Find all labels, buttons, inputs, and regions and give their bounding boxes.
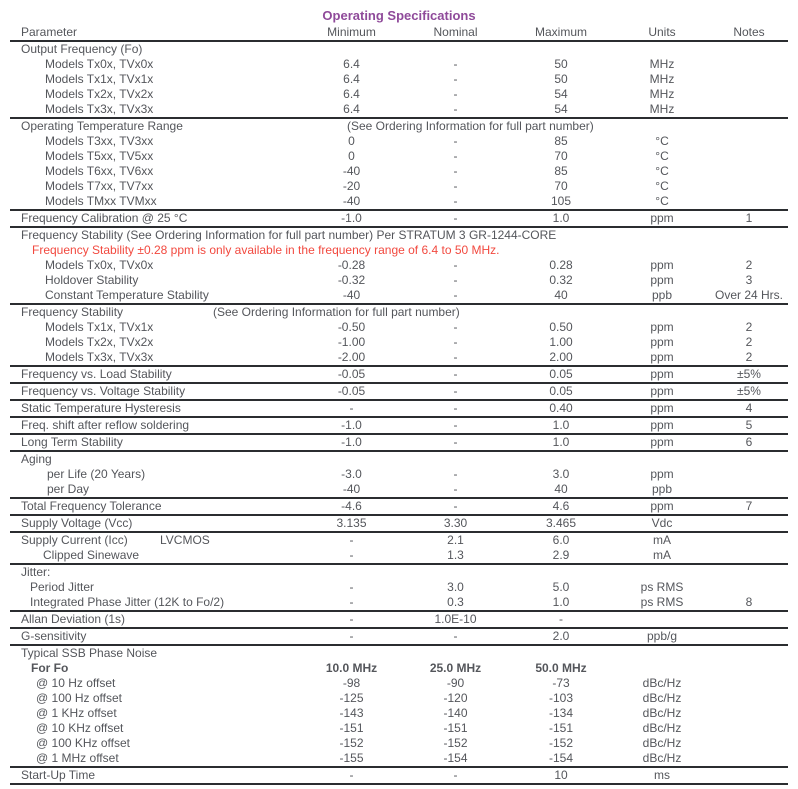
cell-max: 85 (554, 164, 568, 178)
cell-units: ppb (651, 482, 673, 496)
cell-max: 1.0 (552, 418, 570, 432)
cell-max: 1.0 (552, 435, 570, 449)
spec-row (10, 288, 788, 303)
cell-notes: 2 (745, 335, 753, 349)
cell-units: °C (655, 149, 669, 163)
spec-row (10, 179, 788, 194)
spec-row (10, 42, 788, 57)
cell-nominal: - (453, 211, 458, 225)
cell-units: ppm (650, 320, 674, 334)
cell-max: 2.9 (552, 548, 570, 562)
cell-min: - (349, 401, 354, 415)
cell-nominal: -154 (443, 751, 468, 765)
row-label: Models Tx0x, TVx0x (45, 57, 154, 71)
cell-notes: 1 (745, 211, 753, 225)
cell-nominal: - (453, 467, 458, 481)
cell-units: dBc/Hz (642, 691, 682, 705)
cell-min: -2.00 (337, 350, 366, 364)
cell-min: 3.135 (336, 516, 367, 530)
cell-min: -1.0 (341, 418, 362, 432)
cell-units: ps RMS (640, 595, 684, 609)
table-section (10, 305, 788, 367)
table-section (10, 211, 788, 228)
cell-nominal: - (453, 273, 458, 287)
cell-max: 70 (554, 179, 568, 193)
spec-row (10, 273, 788, 288)
spec-row (10, 367, 788, 382)
row-label: G-sensitivity (21, 629, 87, 643)
cell-notes: 2 (745, 320, 753, 334)
row-label: @ 100 Hz offset (36, 691, 123, 705)
spec-row (10, 134, 788, 149)
cell-nominal: - (453, 629, 458, 643)
cell-nominal: 0.3 (447, 595, 464, 609)
cell-min: -98 (342, 676, 361, 690)
row-label: @ 100 KHz offset (36, 736, 131, 750)
spec-row (10, 768, 788, 783)
table-section (10, 646, 788, 768)
cell-max: -103 (548, 691, 574, 705)
spec-row (10, 320, 788, 335)
cell-nominal: -151 (443, 721, 468, 735)
spec-row (10, 661, 788, 676)
cell-nominal: - (453, 401, 458, 415)
cell-min: 6.4 (343, 72, 360, 86)
cell-units: dBc/Hz (642, 676, 682, 690)
spec-row (10, 102, 788, 117)
cell-notes: ±5% (737, 367, 761, 381)
row-label: Frequency Stability (See Ordering Information for full part number) Per STRATUM 3 GR-1244-CORE (21, 228, 557, 242)
row-label: Constant Temperature Stability (45, 288, 209, 302)
cell-max: 40 (554, 482, 568, 496)
cell-min: -151 (339, 721, 364, 735)
column-header-notes: Notes (733, 25, 765, 39)
cell-min: -1.0 (341, 211, 362, 225)
cell-nominal: 3.0 (447, 580, 464, 594)
table-section (10, 384, 788, 401)
row-label: Total Frequency Tolerance (21, 499, 162, 513)
table-section (10, 516, 788, 533)
row-label: Models T3xx, TV3xx (45, 134, 154, 148)
spec-row (10, 548, 788, 563)
cell-min: -4.6 (341, 499, 362, 513)
spec-row (10, 751, 788, 766)
cell-units: ppm (650, 367, 674, 381)
cell-min: - (349, 629, 354, 643)
cell-nominal: - (453, 384, 458, 398)
operating-specifications-table (10, 24, 788, 785)
cell-min: 6.4 (343, 57, 360, 71)
row-label: Models Tx0x, TVx0x (45, 258, 154, 272)
row-label: per Life (20 Years) (47, 467, 146, 481)
cell-min: - (349, 595, 354, 609)
cell-max: 1.0 (552, 595, 570, 609)
table-section (10, 565, 788, 612)
cell-units: ppm (650, 384, 674, 398)
cell-min: - (349, 612, 354, 626)
cell-min: -3.0 (341, 467, 362, 481)
table-section (10, 42, 788, 119)
table-section (10, 768, 788, 785)
cell-min: -1.00 (337, 335, 366, 349)
cell-min: - (349, 580, 354, 594)
cell-nominal: - (453, 350, 458, 364)
row-label: Frequency Calibration @ 25 °C (21, 211, 188, 225)
cell-units: °C (655, 164, 669, 178)
cell-min: -155 (339, 751, 364, 765)
row-label: Freq. shift after reflow soldering (21, 418, 190, 432)
row-label: Models Tx3x, TVx3x (45, 350, 154, 364)
row-label: per Day (47, 482, 90, 496)
cell-nominal: - (453, 194, 458, 208)
cell-max: 0.40 (549, 401, 573, 415)
cell-min: -143 (339, 706, 364, 720)
cell-notes: 5 (745, 418, 753, 432)
cell-max: -73 (552, 676, 570, 690)
spec-row (10, 629, 788, 644)
cell-notes: 2 (745, 258, 753, 272)
column-header-minimum: Minimum (327, 25, 376, 39)
cell-max: 1.0 (552, 211, 570, 225)
row-label: Models TMxx TVMxx (45, 194, 157, 208)
cell-nominal: - (453, 320, 458, 334)
cell-notes: 2 (745, 350, 753, 364)
cell-max: 50.0 MHz (535, 661, 587, 675)
spec-row (10, 211, 788, 226)
row-label: Static Temperature Hysteresis (21, 401, 181, 415)
cell-units: ppm (650, 350, 674, 364)
table-section (10, 499, 788, 516)
cell-nominal: - (453, 288, 458, 302)
cell-nominal: 3.30 (443, 516, 468, 530)
row-label: Models T5xx, TV5xx (45, 149, 154, 163)
row-label: Holdover Stability (45, 273, 139, 287)
table-section (10, 228, 788, 305)
cell-nominal: - (453, 335, 458, 349)
spec-row (10, 335, 788, 350)
row-label: Supply Current (Icc) (21, 533, 128, 547)
table-body (10, 42, 788, 785)
row-label: Models Tx3x, TVx3x (45, 102, 154, 116)
spec-row (10, 533, 788, 548)
cell-min: 0 (348, 134, 355, 148)
row-label: Frequency Stability (21, 305, 124, 319)
spec-row (10, 595, 788, 610)
row-label: Models Tx2x, TVx2x (45, 335, 154, 349)
cell-nominal: - (453, 134, 458, 148)
cell-units: mA (653, 533, 671, 547)
cell-max: 40 (554, 288, 568, 302)
cell-units: dBc/Hz (642, 721, 682, 735)
spec-row (10, 384, 788, 399)
cell-units: ppm (650, 499, 674, 513)
cell-units: ppm (650, 211, 674, 225)
cell-units: MHz (649, 87, 675, 101)
warning-note-row (10, 243, 788, 258)
spec-row (10, 350, 788, 365)
cell-notes: 8 (745, 595, 753, 609)
table-section (10, 629, 788, 646)
cell-max: 50 (554, 57, 568, 71)
cell-notes: 7 (745, 499, 753, 513)
cell-nominal: 1.3 (447, 548, 464, 562)
cell-units: dBc/Hz (642, 706, 682, 720)
cell-nominal: - (453, 367, 458, 381)
cell-max: -154 (548, 751, 574, 765)
table-section (10, 401, 788, 418)
spec-row (10, 194, 788, 209)
spec-row (10, 482, 788, 497)
spec-row (10, 452, 788, 467)
column-header-row (10, 24, 788, 42)
row-label: Clipped Sinewave (43, 548, 140, 562)
cell-min: -0.50 (337, 320, 366, 334)
cell-units: ppb/g (646, 629, 678, 643)
cell-units: ppm (650, 418, 674, 432)
cell-min: -20 (342, 179, 361, 193)
row-label: For Fo (31, 661, 69, 675)
table-section (10, 533, 788, 565)
cell-min: 6.4 (343, 102, 360, 116)
cell-max: 105 (550, 194, 572, 208)
cell-units: ppm (650, 258, 674, 272)
table-section (10, 435, 788, 452)
spec-row (10, 87, 788, 102)
spec-row (10, 435, 788, 450)
cell-min: -40 (342, 482, 361, 496)
row-label: Frequency vs. Load Stability (21, 367, 172, 381)
cell-min: -1.0 (341, 435, 362, 449)
cell-min: -0.05 (337, 384, 366, 398)
cell-min: 6.4 (343, 87, 360, 101)
cell-units: ppm (650, 335, 674, 349)
cell-notes: ±5% (737, 384, 761, 398)
cell-units: dBc/Hz (642, 751, 682, 765)
cell-max: -134 (548, 706, 574, 720)
cell-units: mA (653, 548, 671, 562)
cell-min: -40 (342, 194, 361, 208)
spec-row (10, 467, 788, 482)
cell-max: 0.05 (549, 367, 573, 381)
cell-nominal: - (453, 179, 458, 193)
row-label: Typical SSB Phase Noise (21, 646, 158, 660)
spec-row (10, 149, 788, 164)
row-label: Integrated Phase Jitter (12K to Fo/2) (30, 595, 225, 609)
table-section (10, 612, 788, 629)
cell-max: 0.50 (549, 320, 573, 334)
cell-units: ppm (650, 467, 674, 481)
cell-nominal: -152 (443, 736, 468, 750)
cell-nominal: -120 (443, 691, 468, 705)
cell-notes: 6 (745, 435, 753, 449)
spec-row (10, 612, 788, 627)
cell-units: ppb (651, 288, 673, 302)
cell-units: ms (654, 768, 670, 782)
column-header-maximum: Maximum (534, 25, 587, 39)
row-label: Models Tx2x, TVx2x (45, 87, 154, 101)
cell-nominal: - (453, 768, 458, 782)
spec-row (10, 57, 788, 72)
cell-notes: 4 (745, 401, 753, 415)
cell-max: 3.465 (545, 516, 577, 530)
cell-max: 5.0 (552, 580, 570, 594)
cell-min: - (349, 768, 354, 782)
row-sublabel: (See Ordering Information for full part number) (347, 119, 594, 133)
cell-nominal: - (453, 258, 458, 272)
cell-units: ppm (650, 435, 674, 449)
cell-max: 4.6 (552, 499, 570, 513)
spec-row (10, 418, 788, 433)
cell-nominal: -140 (443, 706, 468, 720)
spec-row (10, 72, 788, 87)
cell-units: MHz (649, 72, 675, 86)
cell-max: 0.05 (549, 384, 573, 398)
spec-row (10, 516, 788, 531)
cell-nominal: 1.0E-10 (434, 612, 477, 626)
spec-row (10, 164, 788, 179)
spec-row (10, 646, 788, 661)
cell-min: 0 (348, 149, 355, 163)
cell-max: 54 (554, 102, 568, 116)
cell-max: 10 (554, 768, 568, 782)
cell-max: 2.00 (549, 350, 573, 364)
cell-min: 10.0 MHz (325, 661, 378, 675)
cell-max: 85 (554, 134, 568, 148)
cell-units: ppm (650, 401, 674, 415)
cell-min: -125 (339, 691, 364, 705)
cell-units: °C (655, 179, 669, 193)
cell-max: 2.0 (552, 629, 570, 643)
cell-units: °C (655, 134, 669, 148)
cell-max: 0.28 (549, 258, 573, 272)
cell-nominal: - (453, 149, 458, 163)
row-label: @ 10 KHz offset (36, 721, 124, 735)
row-label: Models T6xx, TV6xx (45, 164, 154, 178)
spec-row (10, 691, 788, 706)
row-sublabel: LVCMOS (160, 533, 210, 547)
cell-units: Vdc (651, 516, 673, 530)
cell-units: MHz (649, 102, 675, 116)
cell-nominal: - (453, 482, 458, 496)
spec-row (10, 258, 788, 273)
spec-row (10, 580, 788, 595)
cell-min: - (349, 548, 354, 562)
row-label: @ 10 Hz offset (36, 676, 116, 690)
column-header-units: Units (648, 25, 676, 39)
row-label: @ 1 KHz offset (36, 706, 117, 720)
cell-nominal: -90 (446, 676, 465, 690)
spec-row (10, 499, 788, 514)
warning-note-text: Frequency Stability ±0.28 ppm is only available in the frequency range of 6.4 to 50 MHz. (32, 243, 500, 257)
cell-nominal: - (453, 102, 458, 116)
cell-notes: Over 24 Hrs. (714, 288, 783, 302)
cell-units: ps RMS (640, 580, 684, 594)
row-label: Jitter: (21, 565, 51, 579)
spec-row (10, 676, 788, 691)
spec-row (10, 228, 788, 243)
row-label: Models T7xx, TV7xx (45, 179, 154, 193)
cell-max: 6.0 (552, 533, 570, 547)
cell-nominal: - (453, 164, 458, 178)
cell-min: - (349, 533, 354, 547)
cell-max: 3.0 (552, 467, 570, 481)
row-sublabel: (See Ordering Information for full part number) (213, 305, 460, 319)
cell-min: -40 (342, 288, 361, 302)
cell-nominal: - (453, 57, 458, 71)
row-label: Models Tx1x, TVx1x (45, 72, 154, 86)
cell-min: -40 (342, 164, 361, 178)
spec-row (10, 305, 788, 320)
table-section (10, 119, 788, 211)
cell-max: -151 (548, 721, 574, 735)
table-section (10, 418, 788, 435)
cell-units: dBc/Hz (642, 736, 682, 750)
cell-nominal: - (453, 435, 458, 449)
row-label: Models Tx1x, TVx1x (45, 320, 154, 334)
table-section (10, 367, 788, 384)
cell-nominal: - (453, 87, 458, 101)
row-label: Long Term Stability (21, 435, 123, 449)
cell-units: °C (655, 194, 669, 208)
cell-max: - (559, 612, 563, 626)
spec-row (10, 706, 788, 721)
row-label: @ 1 MHz offset (36, 751, 119, 765)
cell-notes: 3 (745, 273, 753, 287)
cell-min: -152 (339, 736, 364, 750)
row-label: Frequency vs. Voltage Stability (21, 384, 186, 398)
column-header-nominal: Nominal (433, 25, 478, 39)
cell-max: 0.32 (549, 273, 573, 287)
cell-min: -0.28 (337, 258, 366, 272)
cell-max: 54 (554, 87, 568, 101)
table-section (10, 452, 788, 499)
row-label: Operating Temperature Range (21, 119, 183, 133)
cell-units: MHz (649, 57, 675, 71)
spec-row (10, 119, 788, 134)
cell-nominal: - (453, 72, 458, 86)
spec-row (10, 401, 788, 416)
row-label: Supply Voltage (Vcc) (21, 516, 133, 530)
cell-max: 70 (554, 149, 568, 163)
row-label: Aging (21, 452, 52, 466)
spec-row (10, 736, 788, 751)
cell-nominal: 25.0 MHz (429, 661, 482, 675)
spec-row (10, 565, 788, 580)
spec-row (10, 721, 788, 736)
row-label: Allan Deviation (1s) (21, 612, 126, 626)
cell-min: -0.05 (337, 367, 366, 381)
row-label: Output Frequency (Fo) (21, 42, 143, 56)
cell-nominal: - (453, 418, 458, 432)
row-label: Start-Up Time (21, 768, 96, 782)
cell-min: -0.32 (337, 273, 366, 287)
page-title: Operating Specifications (322, 8, 476, 23)
column-header-parameter: Parameter (21, 25, 78, 39)
row-label: Period Jitter (30, 580, 95, 594)
cell-max: 1.00 (549, 335, 573, 349)
cell-units: ppm (650, 273, 674, 287)
cell-nominal: - (453, 499, 458, 513)
cell-max: -152 (548, 736, 574, 750)
cell-max: 50 (554, 72, 568, 86)
cell-nominal: 2.1 (447, 533, 464, 547)
